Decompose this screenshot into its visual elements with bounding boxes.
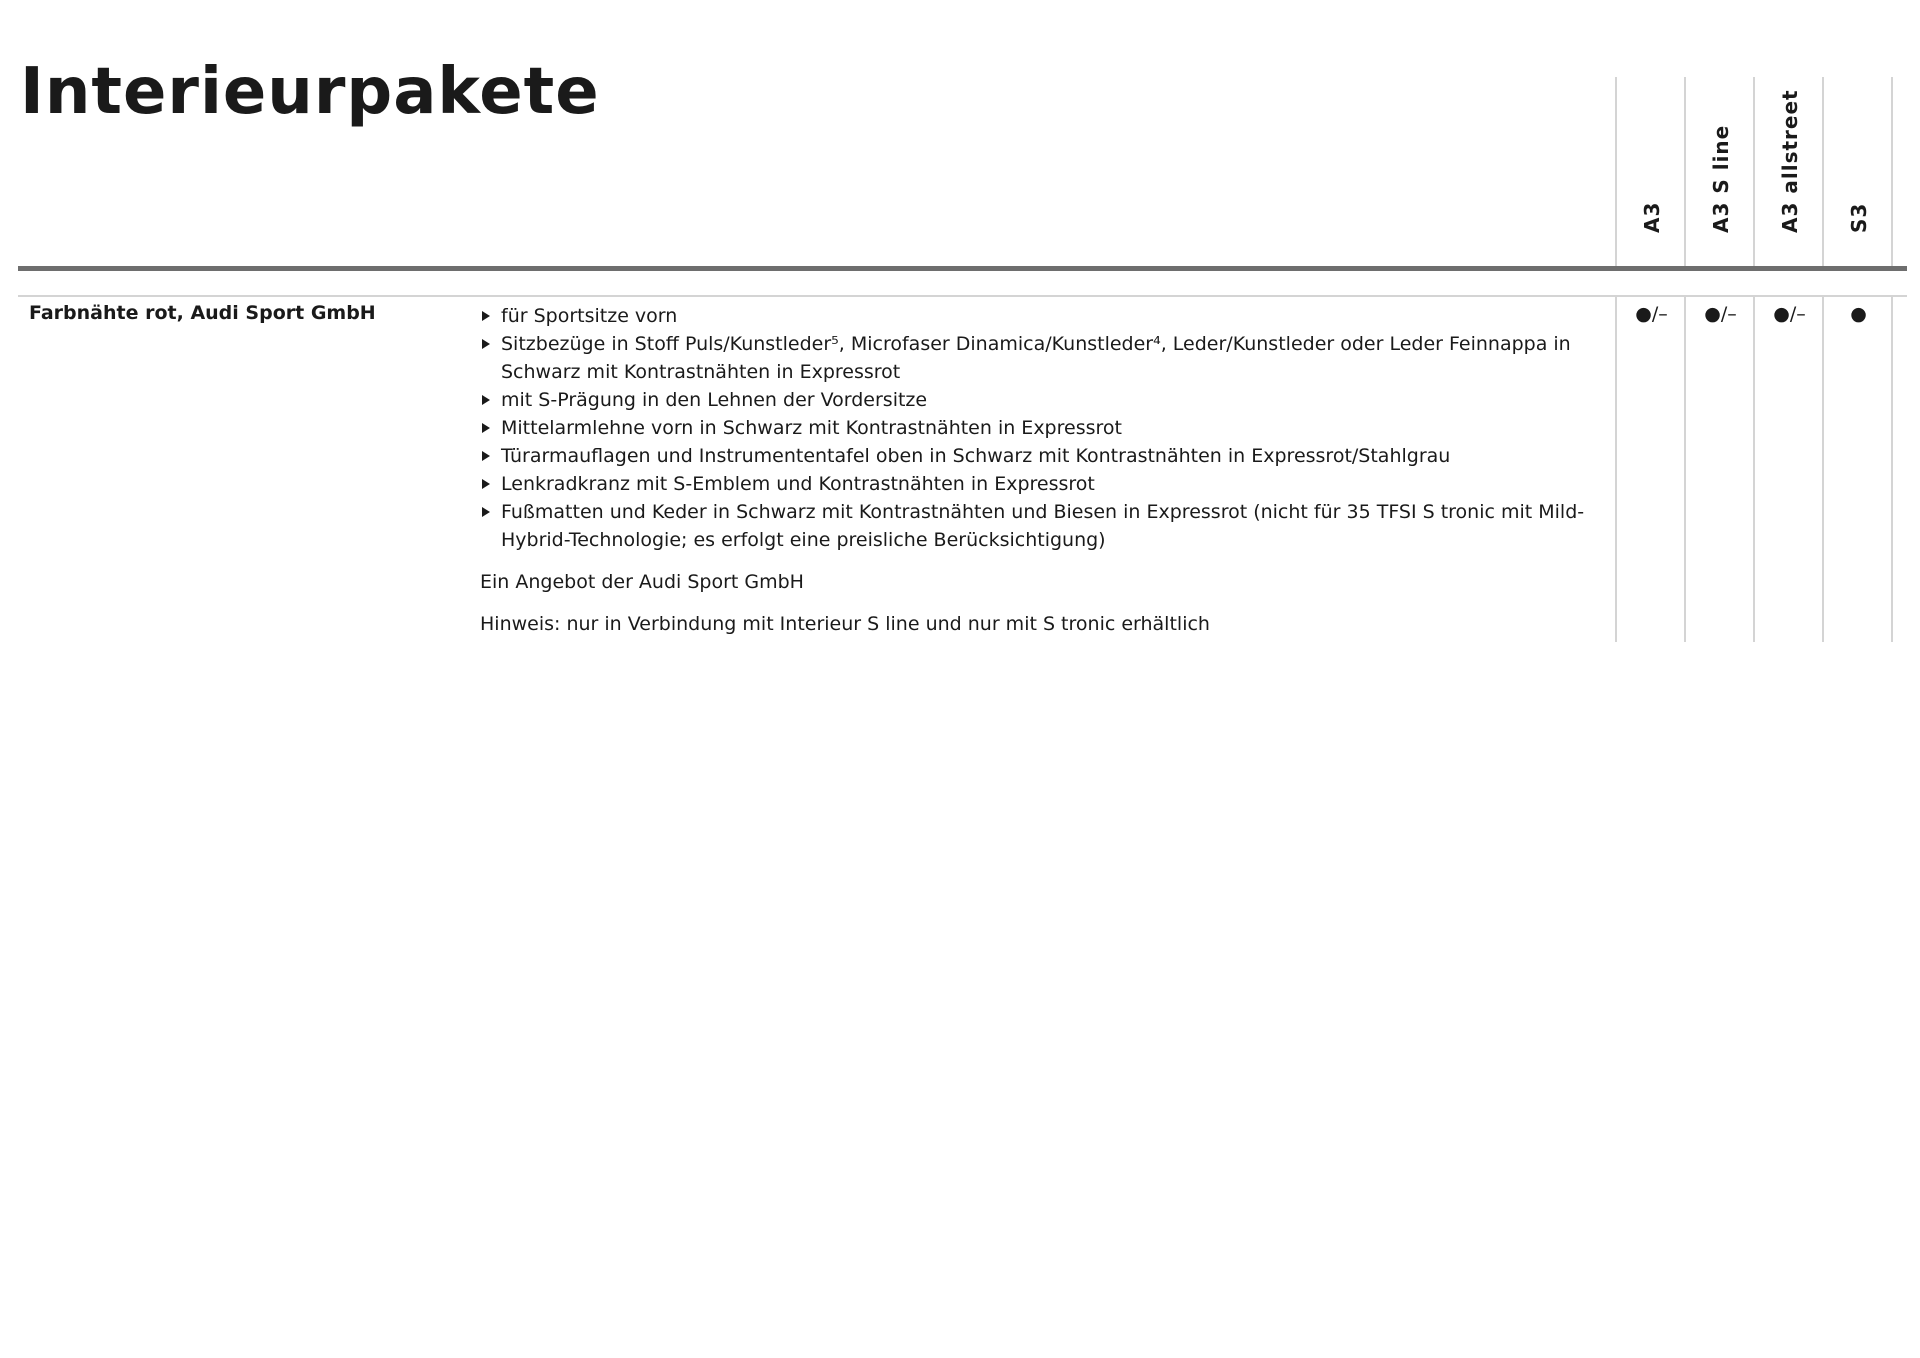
availability-a3: ●/– [1635, 303, 1668, 325]
feature-list [480, 302, 1600, 554]
column-divider [1615, 295, 1617, 642]
column-divider [1753, 295, 1755, 642]
list-item: Fußmatten und Keder in Schwarz mit Kontrastnähten und Biesen in Expressrot (nicht für 35 TFSI S tronic mit Mild-Hybrid-Technologie; es erfolgt eine preisliche Berücksichtigung) [480, 498, 1600, 554]
list-item: für Sportsitze vorn [480, 302, 1600, 330]
bullet-arrow-icon [482, 451, 490, 461]
column-divider [1684, 295, 1686, 642]
bullet-arrow-icon [482, 395, 490, 405]
availability-a3-s-line: ●/– [1704, 303, 1737, 325]
availability-s3: ● [1850, 303, 1867, 325]
package-description [480, 302, 1600, 638]
header-divider [18, 266, 1907, 271]
list-item: Türarmauflagen und Instrumententafel oben in Schwarz mit Kontrastnähten in Expressrot/Stahlgrau [480, 442, 1600, 470]
availability-a3-allstreet: ●/– [1773, 303, 1806, 325]
hint-note: Hinweis: nur in Verbindung mit Interieur S line und nur mit S tronic erhältlich [480, 613, 1210, 635]
offer-note: Ein Angebot der Audi Sport GmbH [480, 571, 804, 593]
column-header-s3: S3 [1846, 202, 1871, 233]
bullet-arrow-icon [482, 507, 490, 517]
column-divider [1822, 295, 1824, 642]
column-header-a3: A3 [1639, 201, 1664, 233]
bullet-arrow-icon [482, 311, 490, 321]
list-item: Sitzbezüge in Stoff Puls/Kunstleder⁵, Microfaser Dinamica/Kunstleder⁴, Leder/Kunstleder oder Leder Feinnappa in Schwarz mit Kontrastnähten in Expressrot [480, 330, 1600, 386]
bullet-arrow-icon [482, 339, 490, 349]
column-divider [1891, 295, 1893, 642]
row-top-divider [18, 295, 1907, 297]
bullet-arrow-icon [482, 423, 490, 433]
package-name: Farbnähte rot, Audi Sport GmbH [29, 302, 376, 324]
column-header-a3-allstreet: A3 allstreet [1777, 89, 1802, 233]
list-item: mit S-Prägung in den Lehnen der Vordersitze [480, 386, 1600, 414]
list-item: Mittelarmlehne vorn in Schwarz mit Kontrastnähten in Expressrot [480, 414, 1600, 442]
bullet-arrow-icon [482, 479, 490, 489]
page-title: Interieurpakete [20, 55, 600, 129]
column-header-a3-s-line: A3 S line [1708, 124, 1733, 233]
list-item: Lenkradkranz mit S-Emblem und Kontrastnähten in Expressrot [480, 470, 1600, 498]
